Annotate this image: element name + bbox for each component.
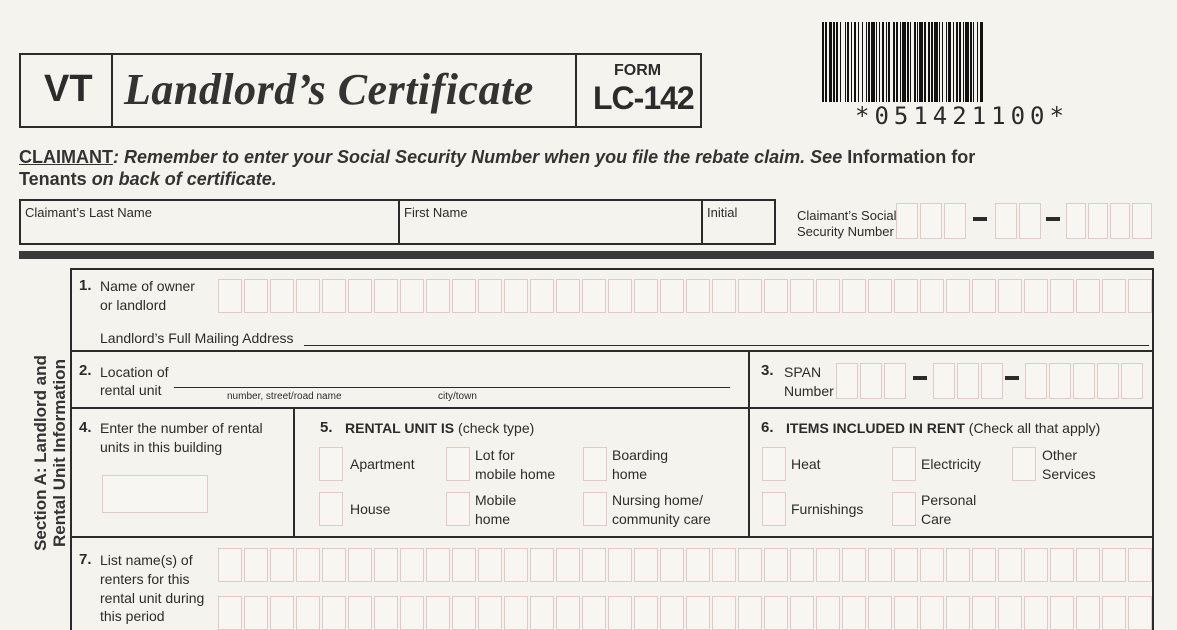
ssn-label-1: Claimant’s Social <box>797 208 897 223</box>
char-cell[interactable] <box>842 279 866 313</box>
location-line[interactable] <box>174 387 730 388</box>
char-cell[interactable] <box>1121 363 1143 399</box>
row-line-1 <box>70 350 1154 352</box>
char-cell[interactable] <box>660 279 684 313</box>
char-cell[interactable] <box>712 596 736 630</box>
char-cell[interactable] <box>896 203 918 239</box>
section-divider <box>19 251 1154 259</box>
ssn-dash-2 <box>1046 217 1060 221</box>
other-label-2: Services <box>1042 466 1096 482</box>
char-cell[interactable] <box>686 596 710 630</box>
q1-label-b: or landlord <box>100 297 167 313</box>
q2-sublabel-city: city/town <box>438 391 477 402</box>
char-cell[interactable] <box>860 363 882 399</box>
char-cell[interactable] <box>322 548 346 582</box>
electricity-label: Electricity <box>921 456 981 472</box>
char-cell[interactable] <box>868 548 892 582</box>
char-cell[interactable] <box>556 596 580 630</box>
mobile-label-2: home <box>475 511 511 527</box>
q7-label-d: this period <box>100 608 165 624</box>
char-cell[interactable] <box>894 548 918 582</box>
char-cell[interactable] <box>478 596 502 630</box>
other-label-1: Other <box>1042 447 1078 463</box>
q3-label-b: Number <box>784 383 834 399</box>
char-cell[interactable] <box>530 279 554 313</box>
char-cell[interactable] <box>816 548 840 582</box>
claimant-text2: Information for <box>847 147 976 167</box>
boarding-home-checkbox[interactable] <box>583 447 607 481</box>
row-line-top <box>70 268 1154 270</box>
char-cell[interactable] <box>1073 363 1095 399</box>
col-line-q5 <box>293 407 295 538</box>
char-cell[interactable] <box>1076 548 1100 582</box>
char-cell[interactable] <box>1110 203 1130 239</box>
owner-name-cells[interactable] <box>218 279 1154 313</box>
char-cell[interactable] <box>452 548 476 582</box>
char-cell[interactable] <box>1019 203 1041 239</box>
char-cell[interactable] <box>972 548 996 582</box>
q1-number: 1. <box>79 277 92 294</box>
char-cell[interactable] <box>1066 203 1086 239</box>
claimant-label: CLAIMANT <box>19 147 113 167</box>
barcode-space <box>983 22 984 102</box>
char-cell[interactable] <box>836 363 858 399</box>
q7-label-b: renters for this <box>100 571 190 587</box>
apartment-checkbox[interactable] <box>319 447 343 481</box>
span-cells-1[interactable] <box>836 363 908 399</box>
char-cell[interactable] <box>920 596 944 630</box>
char-cell[interactable] <box>686 548 710 582</box>
char-cell[interactable] <box>946 596 970 630</box>
char-cell[interactable] <box>944 203 966 239</box>
char-cell[interactable] <box>218 279 242 313</box>
rental-units-count-input[interactable] <box>102 475 208 513</box>
q7-label-c: rental unit during <box>100 590 205 606</box>
char-cell[interactable] <box>270 548 294 582</box>
char-cell[interactable] <box>426 596 450 630</box>
state-code: VT <box>44 68 93 110</box>
char-cell[interactable] <box>842 596 866 630</box>
q6-title <box>786 419 1100 438</box>
q4-label-a: Enter the number of rental <box>100 420 263 436</box>
char-cell[interactable] <box>764 596 788 630</box>
q2-label-a: Location of <box>100 364 169 380</box>
char-cell[interactable] <box>400 596 424 630</box>
char-cell[interactable] <box>957 363 979 399</box>
char-cell[interactable] <box>218 596 242 630</box>
boarding-label-1: Boarding <box>612 447 669 463</box>
char-cell[interactable] <box>478 548 502 582</box>
q3-number: 3. <box>761 362 774 379</box>
char-cell[interactable] <box>1102 548 1126 582</box>
char-cell[interactable] <box>868 596 892 630</box>
section-left-border <box>70 268 72 630</box>
mobile-home-checkbox[interactable] <box>446 492 470 526</box>
q4-number: 4. <box>79 419 92 436</box>
q3-label-a: SPAN <box>784 364 822 380</box>
char-cell[interactable] <box>660 596 684 630</box>
char-cell[interactable] <box>322 596 346 630</box>
furnishings-checkbox[interactable] <box>762 492 786 526</box>
char-cell[interactable] <box>790 548 814 582</box>
char-cell[interactable] <box>608 548 632 582</box>
char-cell[interactable] <box>868 279 892 313</box>
nursing-label-2: community care <box>612 511 711 527</box>
claimant-text4: on back of certificate. <box>91 169 277 189</box>
q5-number: 5. <box>320 419 333 436</box>
char-cell[interactable] <box>530 596 554 630</box>
char-cell[interactable] <box>946 548 970 582</box>
lot-mobile-home-checkbox[interactable] <box>446 447 470 481</box>
q2-label-b: rental unit <box>100 382 162 398</box>
claimant-text1: : Remember to enter your Social Security Number when you file the rebate claim. See <box>112 147 848 167</box>
personal-label-2: Care <box>921 511 952 527</box>
char-cell[interactable] <box>712 279 736 313</box>
form-label: FORM <box>614 62 662 79</box>
q4-label-b: units in this building <box>100 439 223 455</box>
char-cell[interactable] <box>478 279 502 313</box>
personal-care-checkbox[interactable] <box>892 492 916 526</box>
char-cell[interactable] <box>426 279 450 313</box>
char-cell[interactable] <box>504 548 528 582</box>
char-cell[interactable] <box>1076 596 1100 630</box>
char-cell[interactable] <box>296 596 320 630</box>
char-cell[interactable] <box>296 548 320 582</box>
char-cell[interactable] <box>244 279 268 313</box>
char-cell[interactable] <box>634 596 658 630</box>
char-cell[interactable] <box>816 279 840 313</box>
form-number: LC-142 <box>593 80 694 116</box>
renter-name-cells-2[interactable] <box>218 596 1154 630</box>
nursing-home-checkbox[interactable] <box>583 492 607 526</box>
char-cell[interactable] <box>738 548 762 582</box>
personal-label-1: Personal <box>921 492 977 508</box>
q6-note: (Check all that apply) <box>964 420 1101 436</box>
char-cell[interactable] <box>1050 596 1074 630</box>
char-cell[interactable] <box>374 596 398 630</box>
char-cell[interactable] <box>1097 363 1119 399</box>
char-cell[interactable] <box>582 596 606 630</box>
char-cell[interactable] <box>530 548 554 582</box>
char-cell[interactable] <box>1128 596 1152 630</box>
ssn-label-2: Security Number <box>797 224 894 239</box>
char-cell[interactable] <box>933 363 955 399</box>
char-cell[interactable] <box>660 548 684 582</box>
barcode-number: *051421100* <box>855 102 1069 130</box>
char-cell[interactable] <box>374 279 398 313</box>
char-cell[interactable] <box>452 279 476 313</box>
char-cell[interactable] <box>504 279 528 313</box>
q6-title-bold: ITEMS INCLUDED IN RENT <box>786 420 965 436</box>
char-cell[interactable] <box>686 279 710 313</box>
q1-address-label: Landlord’s Full Mailing Address <box>100 330 294 346</box>
side-label-line2: Rental Unit Information <box>50 359 69 547</box>
char-cell[interactable] <box>582 279 606 313</box>
char-cell[interactable] <box>1024 279 1048 313</box>
char-cell[interactable] <box>946 279 970 313</box>
char-cell[interactable] <box>920 279 944 313</box>
char-cell[interactable] <box>981 363 1003 399</box>
char-cell[interactable] <box>972 279 996 313</box>
char-cell[interactable] <box>1128 548 1152 582</box>
address-line[interactable] <box>304 345 1149 346</box>
side-label-line1: Section A: Landlord and <box>31 355 50 551</box>
char-cell[interactable] <box>1128 279 1152 313</box>
char-cell[interactable] <box>1102 279 1126 313</box>
char-cell[interactable] <box>1088 203 1108 239</box>
barcode <box>822 22 1152 102</box>
nursing-label-1: Nursing home/ <box>612 492 704 508</box>
char-cell[interactable] <box>1049 363 1071 399</box>
col-line-q3 <box>748 350 750 538</box>
ssn-cells-3[interactable] <box>1066 203 1154 239</box>
other-services-checkbox[interactable] <box>1012 447 1036 481</box>
char-cell[interactable] <box>556 279 580 313</box>
char-cell[interactable] <box>894 596 918 630</box>
q5-title-bold: RENTAL UNIT IS <box>345 420 455 436</box>
char-cell[interactable] <box>348 596 372 630</box>
ssn-dash-1 <box>973 217 987 221</box>
char-cell[interactable] <box>1024 548 1048 582</box>
char-cell[interactable] <box>270 279 294 313</box>
char-cell[interactable] <box>816 596 840 630</box>
house-checkbox[interactable] <box>319 492 343 526</box>
char-cell[interactable] <box>1050 548 1074 582</box>
char-cell[interactable] <box>1102 596 1126 630</box>
char-cell[interactable] <box>1132 203 1152 239</box>
row-line-2 <box>70 407 1154 409</box>
char-cell[interactable] <box>556 548 580 582</box>
claimant-text3: Tenants <box>19 169 92 189</box>
char-cell[interactable] <box>998 279 1022 313</box>
char-cell[interactable] <box>452 596 476 630</box>
char-cell[interactable] <box>998 548 1022 582</box>
initial-label: Initial <box>707 205 738 220</box>
heat-label: Heat <box>791 456 821 472</box>
char-cell[interactable] <box>1050 279 1074 313</box>
char-cell[interactable] <box>400 548 424 582</box>
form-title: Landlord’s Certificate <box>124 65 534 114</box>
span-cells-3[interactable] <box>1025 363 1145 399</box>
char-cell[interactable] <box>920 203 942 239</box>
q6-number: 6. <box>761 419 774 436</box>
char-cell[interactable] <box>608 596 632 630</box>
char-cell[interactable] <box>842 548 866 582</box>
char-cell[interactable] <box>582 548 606 582</box>
renter-name-cells-1[interactable] <box>218 548 1154 582</box>
char-cell[interactable] <box>764 279 788 313</box>
char-cell[interactable] <box>400 279 424 313</box>
char-cell[interactable] <box>244 548 268 582</box>
q2-sublabel-street: number, street/road name <box>227 391 342 402</box>
q7-number: 7. <box>79 551 92 568</box>
span-dash-2 <box>1005 376 1019 380</box>
lot-label-1: Lot for <box>475 447 515 463</box>
char-cell[interactable] <box>218 548 242 582</box>
char-cell[interactable] <box>374 548 398 582</box>
char-cell[interactable] <box>1025 363 1047 399</box>
char-cell[interactable] <box>790 596 814 630</box>
char-cell[interactable] <box>738 279 762 313</box>
char-cell[interactable] <box>608 279 632 313</box>
q5-note: (check type) <box>454 420 535 436</box>
char-cell[interactable] <box>894 279 918 313</box>
ssn-cells-1[interactable] <box>896 203 968 239</box>
char-cell[interactable] <box>1076 279 1100 313</box>
char-cell[interactable] <box>920 548 944 582</box>
char-cell[interactable] <box>764 548 788 582</box>
char-cell[interactable] <box>270 596 294 630</box>
heat-checkbox[interactable] <box>762 447 786 481</box>
furnishings-label: Furnishings <box>791 501 864 517</box>
last-name-label: Claimant’s Last Name <box>25 205 152 220</box>
apartment-label: Apartment <box>350 456 415 472</box>
q7-label-a: List name(s) of <box>100 552 193 568</box>
char-cell[interactable] <box>790 279 814 313</box>
row-line-3 <box>70 536 1154 538</box>
claimant-notice <box>19 146 1159 190</box>
q2-number: 2. <box>79 362 92 379</box>
char-cell[interactable] <box>884 363 906 399</box>
ssn-cells-2[interactable] <box>995 203 1043 239</box>
lot-label-2: mobile home <box>475 466 556 482</box>
char-cell[interactable] <box>322 279 346 313</box>
char-cell[interactable] <box>738 596 762 630</box>
q1-label-a: Name of owner <box>100 278 195 294</box>
span-cells-2[interactable] <box>933 363 1005 399</box>
char-cell[interactable] <box>348 548 372 582</box>
char-cell[interactable] <box>634 548 658 582</box>
char-cell[interactable] <box>995 203 1017 239</box>
char-cell[interactable] <box>634 279 658 313</box>
first-name-label: First Name <box>404 205 468 220</box>
electricity-checkbox[interactable] <box>892 447 916 481</box>
char-cell[interactable] <box>1024 596 1048 630</box>
house-label: House <box>350 501 391 517</box>
char-cell[interactable] <box>244 596 268 630</box>
boarding-label-2: home <box>612 466 648 482</box>
char-cell[interactable] <box>712 548 736 582</box>
q5-title <box>345 419 534 438</box>
char-cell[interactable] <box>998 596 1022 630</box>
char-cell[interactable] <box>504 596 528 630</box>
mobile-label-1: Mobile <box>475 492 517 508</box>
span-dash-1 <box>913 376 927 380</box>
char-cell[interactable] <box>296 279 320 313</box>
section-a-side-label <box>31 318 69 588</box>
char-cell[interactable] <box>348 279 372 313</box>
char-cell[interactable] <box>972 596 996 630</box>
char-cell[interactable] <box>426 548 450 582</box>
